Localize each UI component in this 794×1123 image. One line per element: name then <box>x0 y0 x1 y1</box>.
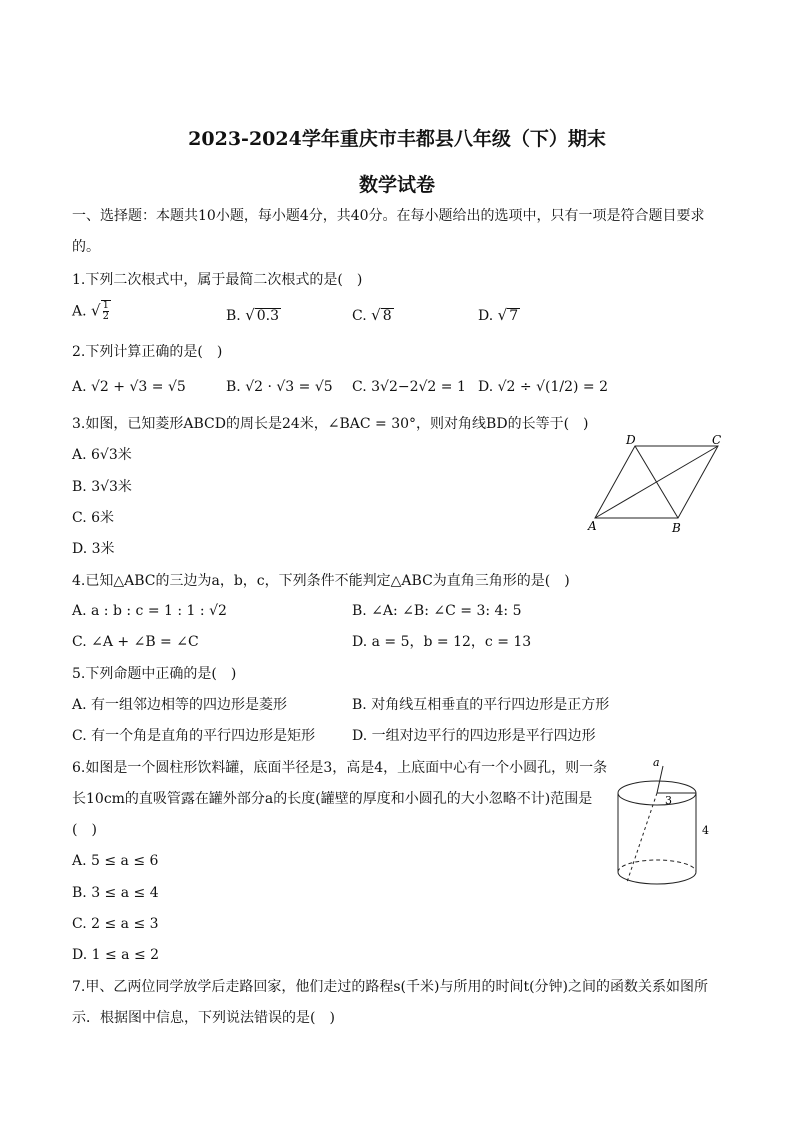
q2-option-d <box>478 378 608 396</box>
q4-option-d: D. a = 5，b = 12，c = 13 <box>352 634 532 650</box>
expr: 3√2−2√2 = 1 <box>371 379 466 395</box>
straw-outside <box>657 766 663 793</box>
cylinder-figure <box>605 752 725 892</box>
q4-option-a: A. a : b : c = 1 : 1 : √2 <box>72 603 227 619</box>
q5-option-d: D. 一组对边平行的四边形是平行四边形 <box>352 728 596 744</box>
label-a: a <box>653 756 660 769</box>
q2-option-a <box>72 378 186 396</box>
vertex-d-label: D <box>626 433 636 447</box>
expr-op: · <box>267 379 272 395</box>
radicand: 8 <box>382 308 392 324</box>
q6-option-c: C. 2 ≤ a ≤ 3 <box>72 916 159 932</box>
vertex-a-label: A <box>588 519 597 533</box>
q1-option-c: C. √ 8 <box>352 306 392 324</box>
q4-option-b: B. ∠A: ∠B: ∠C = 3: 4: 5 <box>352 603 522 619</box>
radicand: 0.3 <box>256 308 280 324</box>
label-radius: 3 <box>665 794 672 807</box>
q7-stem-line2: 示．根据图中信息，下列说法错误的是( ) <box>72 1010 335 1026</box>
q5-stem: 5.下列命题中正确的是( ) <box>72 666 237 682</box>
q7-stem-line1: 7.甲、乙两位同学放学后走路回家，他们走过的路程s(千米)与所用的时间t(分钟)之间的函数关系如图所 <box>72 979 709 995</box>
diagonal-ac <box>595 446 718 518</box>
cylinder-bottom-back <box>618 860 696 872</box>
q3-stem: 3.如图，已知菱形ABCD的周长是24米，∠BAC = 30°，则对角线BD的长等于( ) <box>72 416 589 432</box>
q3-option-c: C. 6米 <box>72 510 115 526</box>
straw-inside <box>627 793 657 882</box>
q2-option-b <box>226 378 333 396</box>
expr-op: = <box>151 379 164 395</box>
option-label: C. <box>352 308 367 324</box>
fraction-numerator: 1 <box>102 300 109 311</box>
exam-title: 2023-2024学年重庆市丰都县八年级（下）期末 <box>188 128 606 150</box>
q1-option-b: B. √ 0.3 <box>226 306 280 324</box>
q6-stem-line1: 6.如图是一个圆柱形饮料罐，底面半径是3，高是4，上底面中心有一个小圆孔，则一条 <box>72 760 608 776</box>
option-label: A. <box>72 303 87 320</box>
expr-term: √5 <box>314 379 333 395</box>
q6-option-a: A. 5 ≤ a ≤ 6 <box>72 853 159 869</box>
q5-option-a: A. 有一组邻边相等的四边形是菱形 <box>72 697 288 713</box>
q6-option-d: D. 1 ≤ a ≤ 2 <box>72 947 160 963</box>
q4-stem: 4.已知△ABC的三边为a，b，c，下列条件不能判定△ABC为直角三角形的是( ) <box>72 573 570 589</box>
q1-option-a: A. √ $\frac{1}{2}$ <box>72 300 109 322</box>
expr-term: √2 <box>245 379 264 395</box>
expr-term: √5 <box>167 379 186 395</box>
section-heading: 一、选择题：本题共10小题，每小题4分，共40分。在每小题给出的选项中，只有一项是符合题目要求 <box>72 208 705 224</box>
vertex-b-label: B <box>672 521 681 535</box>
exam-subtitle: 数学试卷 <box>358 174 435 196</box>
vertex-c-label: C <box>712 433 722 447</box>
radicand: 7 <box>509 308 519 324</box>
option-label: D. <box>478 379 494 395</box>
fraction-denominator: 2 <box>102 311 109 322</box>
expr: √2 ÷ √(1/2) = 2 <box>497 379 609 395</box>
q2-stem: 2.下列计算正确的是( ) <box>72 344 223 360</box>
q5-option-c: C. 有一个角是直角的平行四边形是矩形 <box>72 728 316 744</box>
rhombus-figure <box>580 430 730 540</box>
q3-option-a: A. 6√3米 <box>72 447 132 463</box>
option-label: C. <box>352 379 367 395</box>
q1-stem: 1.下列二次根式中，属于最简二次根式的是( ) <box>72 272 363 288</box>
q3-option-d: D. 3米 <box>72 541 115 557</box>
section-heading-cont: 的。 <box>72 239 100 255</box>
q4-option-c: C. ∠A + ∠B = ∠C <box>72 634 199 650</box>
q6-stem-line3: ( ) <box>72 822 97 838</box>
q2-option-c <box>352 378 466 396</box>
q6-stem-line2: 长10cm的直吸管露在罐外部分a的长度(罐壁的厚度和小圆孔的大小忽略不计)范围是 <box>72 791 593 807</box>
option-label: B. <box>226 308 241 324</box>
option-label: B. <box>226 379 241 395</box>
option-label: D. <box>478 308 494 324</box>
expr-op: + <box>113 379 126 395</box>
label-height: 4 <box>702 824 709 837</box>
expr-op: = <box>298 379 311 395</box>
q6-option-b: B. 3 ≤ a ≤ 4 <box>72 885 159 901</box>
expr-term: √2 <box>91 379 109 395</box>
expr-term: √3 <box>276 379 295 395</box>
q5-option-b: B. 对角线互相垂直的平行四边形是正方形 <box>352 697 610 713</box>
expr-term: √3 <box>129 379 148 395</box>
option-label: A. <box>72 379 87 395</box>
q1-option-d: D. √ 7 <box>478 306 519 324</box>
q3-option-b: B. 3√3米 <box>72 479 132 495</box>
